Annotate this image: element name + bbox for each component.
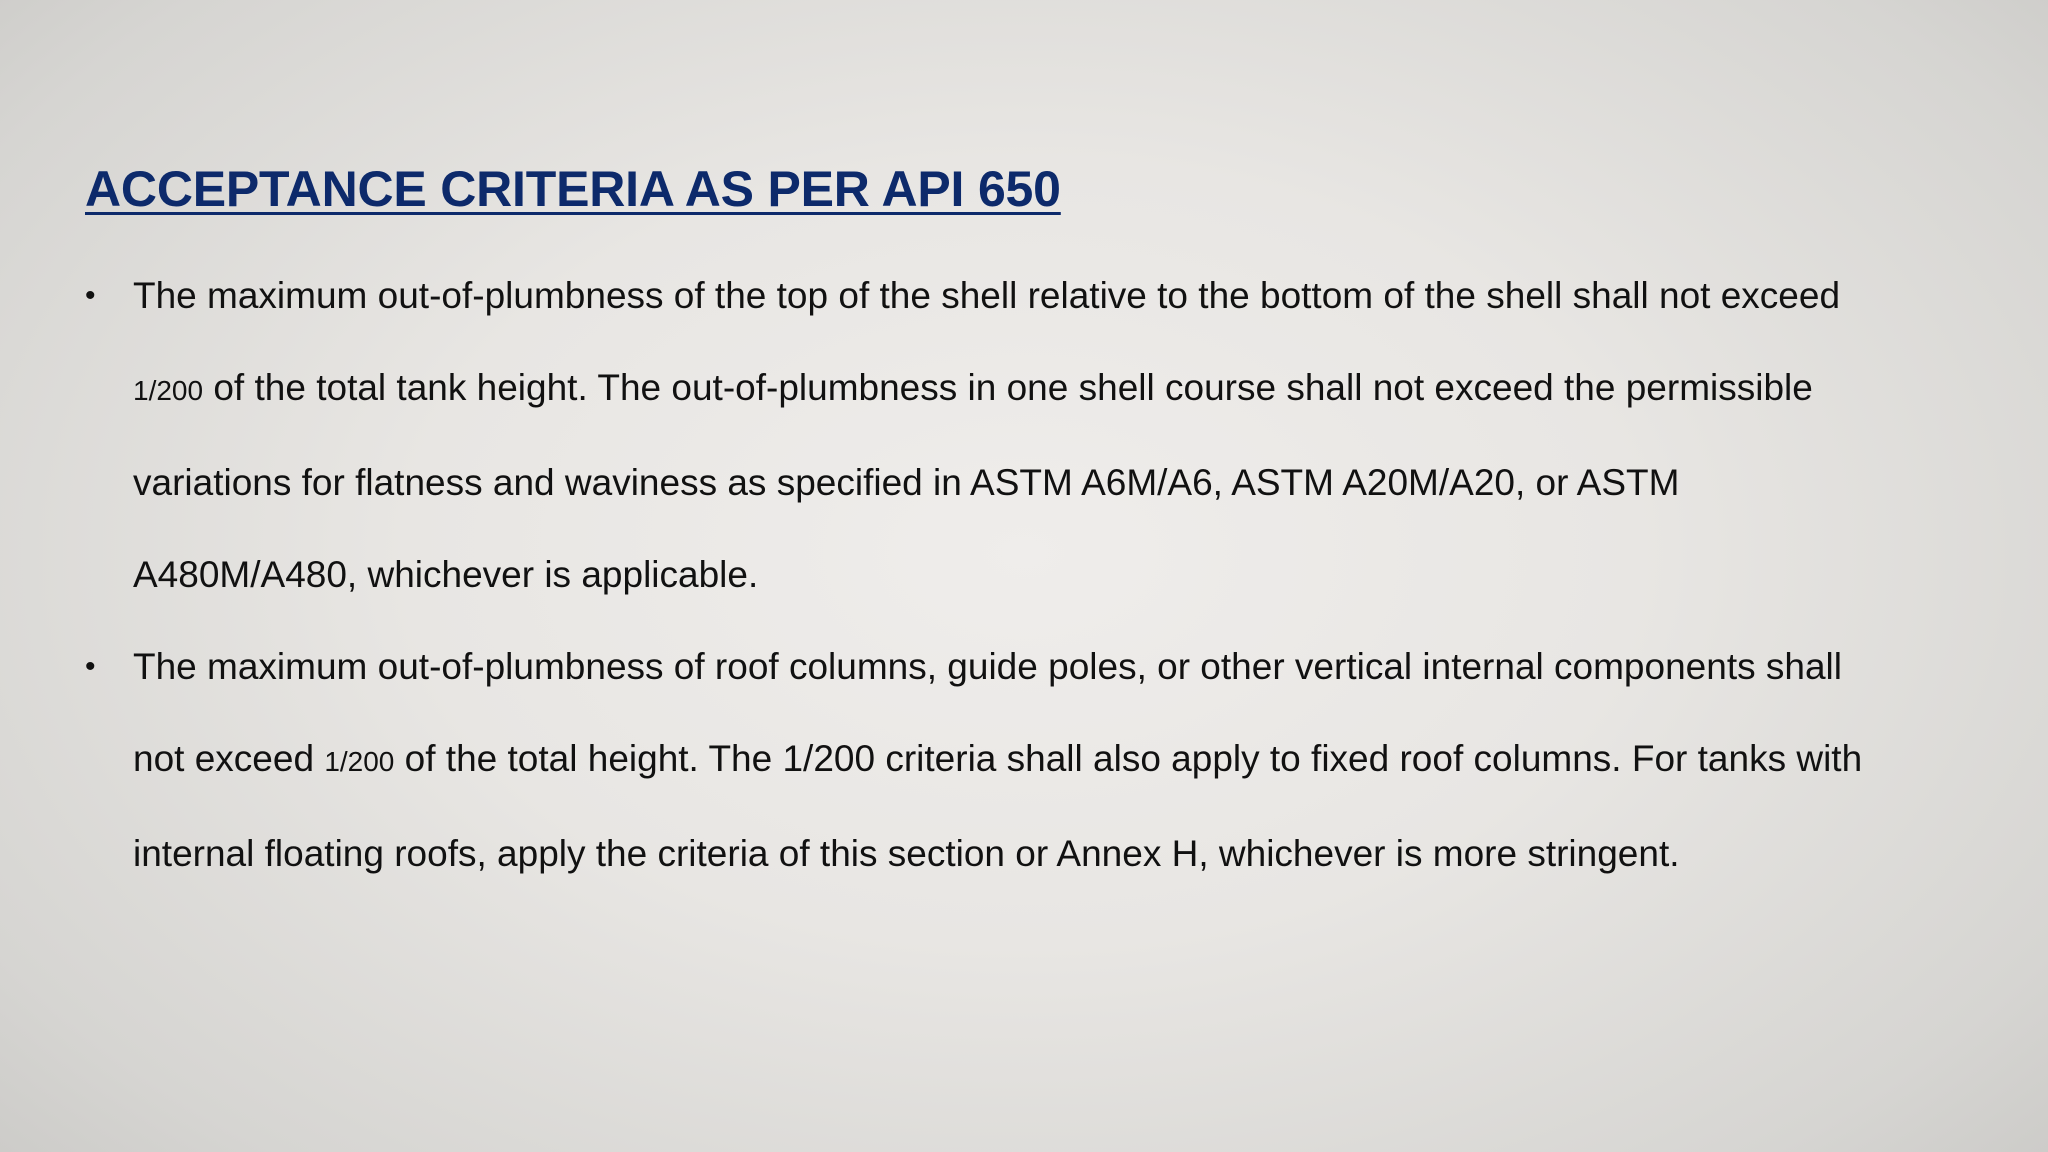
bullet-line (133, 713, 1985, 808)
bullet-line: variations for flatness and waviness as specified in ASTM A6M/A6, ASTM A20M/A20, or ASTM (133, 462, 1680, 503)
bullet-icon: • (85, 279, 96, 312)
slide-title: ACCEPTANCE CRITERIA AS PER API 650 (85, 161, 1061, 217)
fraction-text: 1/200 (324, 746, 395, 777)
bullet-line-text: of the total height. The 1/200 criteria shall also apply to fixed roof columns. For tanks with (394, 738, 1863, 779)
fraction-text: 1/200 (133, 375, 204, 406)
bullet-list (85, 250, 1985, 900)
bullet-line: internal floating roofs, apply the criteria of this section or Annex H, whichever is more stringent. (133, 833, 1680, 874)
bullet-line: A480M/A480, whichever is applicable. (133, 554, 759, 595)
bullet-line (133, 342, 1985, 437)
bullet-line-text: of the total tank height. The out-of-plumbness in one shell course shall not exceed the permissible (203, 367, 1813, 408)
bullet-line: The maximum out-of-plumbness of the top of the shell relative to the bottom of the shell shall not exceed (133, 275, 1841, 316)
bullet-line: The maximum out-of-plumbness of roof columns, guide poles, or other vertical internal components shall (133, 646, 1842, 687)
bullet-item-columns (85, 621, 1985, 900)
bullet-item-shell (85, 250, 1985, 621)
bullet-line-prefix: not exceed (133, 738, 325, 779)
bullet-icon: • (85, 650, 96, 683)
